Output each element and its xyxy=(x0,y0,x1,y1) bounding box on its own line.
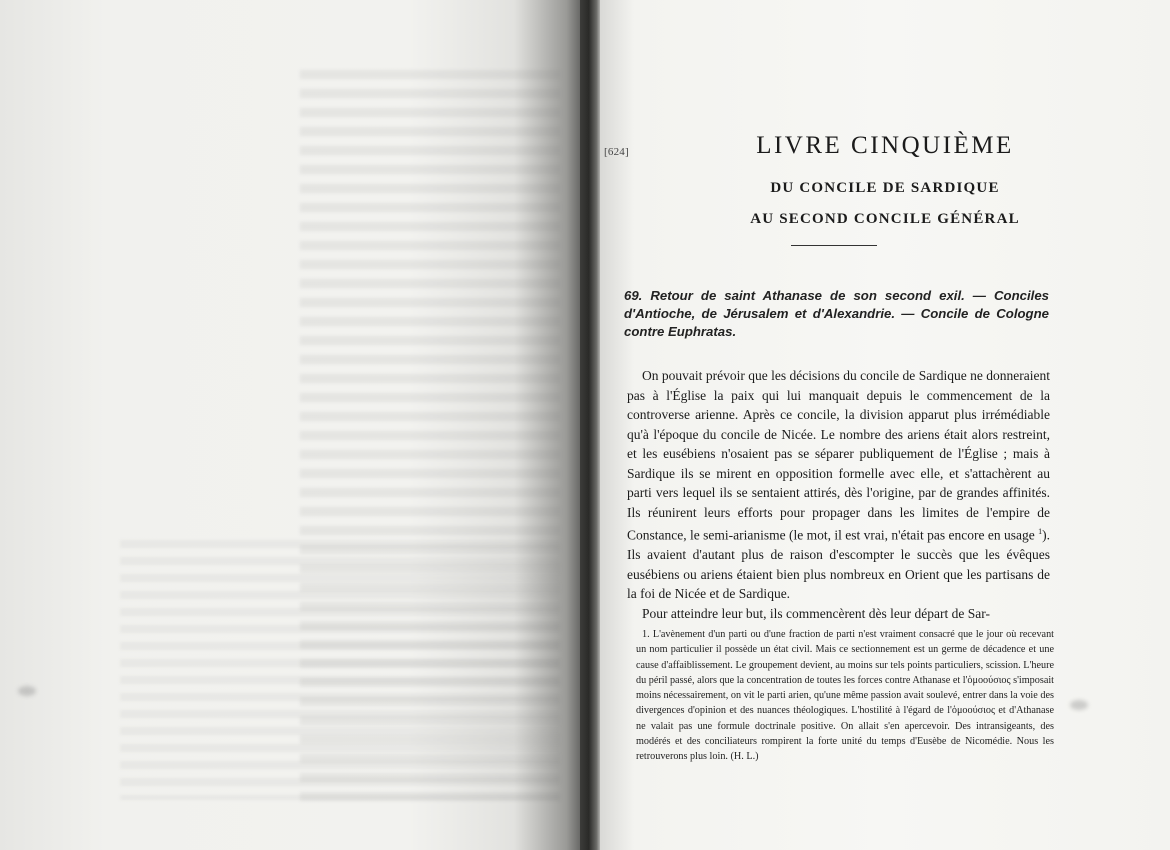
section-heading: 69. Retour de saint Athanase de son second exil. — Conciles d'Antioche, de Jérusalem et d'Alexandrie. — Concile de Cologne contre Euphratas. xyxy=(624,288,1049,339)
book-title: LIVRE CINQUIÈME xyxy=(756,132,1014,159)
paper-speck xyxy=(1070,700,1088,710)
book-subtitle-line-1: DU CONCILE DE SARDIQUE xyxy=(770,180,1000,196)
paragraph-1 xyxy=(627,366,1050,604)
bleed-through-text-lower xyxy=(120,540,560,800)
margin-page-reference: [624] xyxy=(604,146,629,158)
paper-speck xyxy=(18,686,36,696)
title-divider xyxy=(791,245,877,246)
paragraph-2: Pour atteindre leur but, ils commencèrent dès leur départ de Sar- xyxy=(642,605,990,621)
footnote-text: 1. L'avènement d'un parti ou d'une fraction de parti n'est vraiment consacré que le jour où recevant un nom particulier il possède un état civil. Mais ce sectionnement est un germe de décadence et une cause d'affaiblissement. Le groupement devient, au moins sur tels points particuliers, scission. L'heure du péril passé, alors que la concentration de toutes les forces contre Athanase et l'ὁμοούσιος s'imposait moins nécessairement, on vit le parti arien, qu'une même passion avait soulevé, entrer dans la voie des divergences d'opinion et des nuances théologiques. L'hostilité à l'égard de l'ὁμοούσιος et d'Athanase ne valait pas une formule doctrinale positive. On allait s'en apercevoir. Des intransigeants, des modérés et des conciliateurs rompirent la forte unité du temps d'Eusèbe de Nicomédie. Nous les retrouverons plus loin. (H. L.) xyxy=(636,629,1054,763)
body-text xyxy=(627,366,1050,623)
book-subtitle-line-2: AU SECOND CONCILE GÉNÉRAL xyxy=(750,211,1020,227)
left-page xyxy=(0,0,584,850)
paragraph-1-before-note: On pouvait prévoir que les décisions du concile de Sardique ne donneraient pas à l'Église la paix qui lui manquait depuis le commencement de la controverse arienne. Après ce concile, la division apparut plus irrémédiable qu'à l'époque du concile de Nicée. Le nombre des ariens était alors restreint, et les eusébiens n'osaient pas se séparer publiquement de l'Église ; mais à Sardique ils se mirent en opposition formelle avec elle, et s'attachèrent au parti vers lequel ils se sentaient attirés, dès l'origine, par de grandes affinités. Ils réunirent leurs efforts pour propager dans les limites de l'empire de Constance, le semi-arianisme (le mot, il est vrai, n'était pas encore en usage xyxy=(627,368,1050,543)
paragraph-1-after-note: ). Ils avaient d'autant plus de raison d'escompter le succès que les évêques eusébiens ou ariens étaient bien plus nombreux en Orient que les partisans de la foi de Nicée et de Sardique. xyxy=(627,527,1051,601)
footnote-marker: 1 xyxy=(1038,527,1043,536)
footnote xyxy=(636,627,1054,765)
book-gutter xyxy=(580,0,602,850)
